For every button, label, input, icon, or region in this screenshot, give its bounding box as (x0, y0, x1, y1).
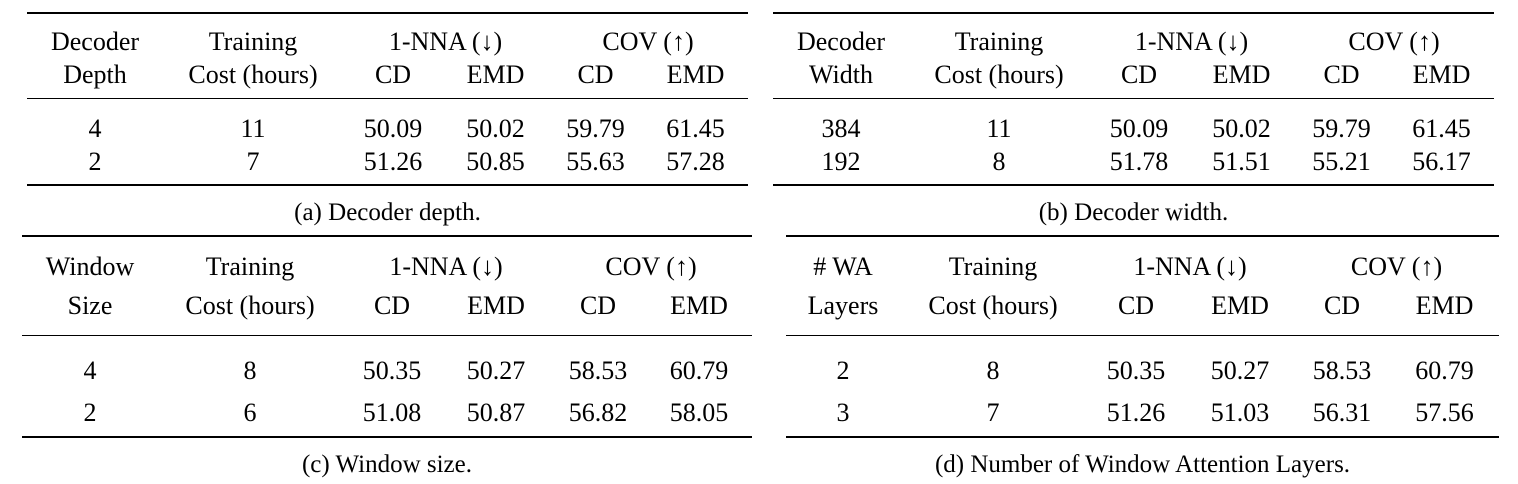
header-setting-line2: Depth (63, 60, 127, 89)
panel-b-caption: (b) Decoder width. (1038, 199, 1229, 226)
cell-setting: 2 (83, 398, 97, 427)
panel-c-table (22, 250, 752, 434)
cell-nna-emd: 50.87 (466, 398, 526, 427)
panel-a-bottom-rule (27, 184, 748, 186)
header-setting-line1: Window (45, 252, 135, 281)
cell-cov-emd: 56.17 (1412, 146, 1471, 176)
cell-cov-emd: 58.05 (669, 398, 729, 427)
cell-setting: 4 (83, 356, 97, 385)
panel-d-bottom-rule (786, 436, 1499, 438)
cell-nna-cd: 51.26 (1106, 398, 1166, 427)
header-nna-emd: EMD (1212, 60, 1271, 89)
header-cost-line2: Cost (hours) (928, 291, 1058, 320)
cell-cov-cd: 55.21 (1312, 146, 1371, 176)
cell-cov-cd: 58.53 (1312, 356, 1372, 385)
table-row (27, 112, 748, 145)
panel-b-top-rule (773, 12, 1494, 14)
cell-cov-cd: 56.31 (1312, 398, 1372, 427)
cell-cost: 8 (992, 146, 1006, 176)
header-cov-cd: CD (1323, 291, 1361, 320)
header-cov-cd: CD (579, 291, 617, 320)
cell-cov-cd: 58.53 (568, 356, 628, 385)
cell-nna-cd: 50.35 (362, 356, 422, 385)
cell-cost: 11 (986, 113, 1012, 143)
cell-nna-cd: 50.09 (1109, 113, 1169, 143)
header-cov-emd: EMD (666, 60, 725, 89)
panel-d-caption: (d) Number of Window Attention Layers. (934, 451, 1351, 478)
cell-setting: 3 (836, 398, 850, 427)
panel-a-top-rule (27, 12, 748, 14)
header-nna-cd: CD (374, 60, 412, 89)
header-cov-cd: CD (577, 60, 614, 89)
panel-c-caption: (c) Window size. (301, 451, 472, 478)
cell-setting: 4 (88, 113, 102, 143)
cell-cov-emd: 61.45 (666, 113, 725, 143)
cell-setting: 384 (821, 113, 861, 143)
cell-cov-cd: 59.79 (566, 113, 625, 143)
header-cov-group: COV (↑) (602, 27, 694, 56)
cell-cov-emd: 61.45 (1412, 113, 1471, 143)
cell-setting: 2 (88, 146, 102, 176)
header-setting-line1: # WA (813, 252, 873, 281)
cell-nna-cd: 50.35 (1106, 356, 1166, 385)
header-nna-group: 1-NNA (↓) (388, 27, 503, 56)
header-cov-group: COV (↑) (1348, 27, 1440, 56)
cell-cost: 6 (243, 398, 257, 427)
header-cost-line1: Training (208, 27, 298, 56)
table-row (773, 112, 1494, 145)
table-row (786, 350, 1499, 392)
header-nna-group: 1-NNA (↓) (1134, 27, 1249, 56)
header-cost-line2: Cost (hours) (188, 60, 318, 89)
header-cost-line2: Cost (hours) (934, 60, 1064, 89)
panel-c-bottom-rule (22, 436, 752, 438)
cell-nna-cd: 50.09 (363, 113, 423, 143)
header-nna-group: 1-NNA (↓) (389, 252, 503, 281)
cell-cost: 8 (986, 356, 1000, 385)
cell-nna-emd: 50.02 (1212, 113, 1271, 143)
header-setting-line2: Size (67, 291, 113, 320)
header-cov-group: COV (↑) (1350, 252, 1443, 281)
header-cov-emd: EMD (670, 291, 728, 320)
header-nna-emd: EMD (466, 60, 525, 89)
header-setting-line2: Width (809, 60, 873, 89)
cell-nna-emd: 50.27 (466, 356, 526, 385)
cell-cost: 7 (986, 398, 1000, 427)
header-cov-emd: EMD (1412, 60, 1471, 89)
header-cost-line1: Training (205, 252, 295, 281)
cell-setting: 192 (821, 146, 861, 176)
panel-a-table (27, 26, 748, 178)
header-nna-cd: CD (1120, 60, 1158, 89)
header-nna-emd: EMD (467, 291, 525, 320)
cell-nna-cd: 51.08 (362, 398, 422, 427)
panel-b-table (773, 26, 1494, 178)
cell-nna-cd: 51.78 (1109, 146, 1169, 176)
header-cov-cd: CD (1323, 60, 1360, 89)
cell-nna-cd: 51.26 (363, 146, 423, 176)
header-setting-line1: Decoder (796, 27, 886, 56)
cell-cov-cd: 55.63 (566, 146, 625, 176)
cell-cov-emd: 60.79 (669, 356, 729, 385)
header-nna-cd: CD (1117, 291, 1155, 320)
header-setting-line2: Layers (807, 291, 879, 320)
panel-d-top-rule (786, 235, 1499, 237)
cell-cov-emd: 60.79 (1415, 356, 1474, 385)
cell-cov-emd: 57.56 (1415, 398, 1474, 427)
cell-nna-emd: 50.02 (466, 113, 525, 143)
panel-c-top-rule (22, 235, 752, 237)
cell-setting: 2 (836, 356, 850, 385)
cell-cost: 8 (243, 356, 257, 385)
cell-nna-emd: 51.03 (1210, 398, 1270, 427)
panel-a-caption: (a) Decoder depth. (294, 199, 481, 226)
cell-cost: 11 (240, 113, 266, 143)
header-nna-group: 1-NNA (↓) (1133, 252, 1247, 281)
header-cov-emd: EMD (1415, 291, 1474, 320)
cell-nna-emd: 51.51 (1212, 146, 1271, 176)
cell-cov-cd: 59.79 (1312, 113, 1371, 143)
cell-cov-cd: 56.82 (568, 398, 628, 427)
header-nna-cd: CD (373, 291, 411, 320)
header-cost-line2: Cost (hours) (185, 291, 315, 320)
header-cov-group: COV (↑) (605, 252, 697, 281)
cell-nna-emd: 50.27 (1210, 356, 1270, 385)
table-row (22, 392, 752, 434)
table-row (27, 145, 748, 178)
header-cost-line1: Training (948, 252, 1038, 281)
table-row (786, 392, 1499, 434)
cell-cost: 7 (246, 146, 260, 176)
cell-cov-emd: 57.28 (666, 146, 725, 176)
table-row (22, 350, 752, 392)
panel-d-table (786, 250, 1499, 434)
panel-b-bottom-rule (773, 184, 1494, 186)
header-setting-line1: Decoder (50, 27, 140, 56)
header-nna-emd: EMD (1211, 291, 1269, 320)
header-cost-line1: Training (954, 27, 1044, 56)
table-row (773, 145, 1494, 178)
cell-nna-emd: 50.85 (466, 146, 525, 176)
